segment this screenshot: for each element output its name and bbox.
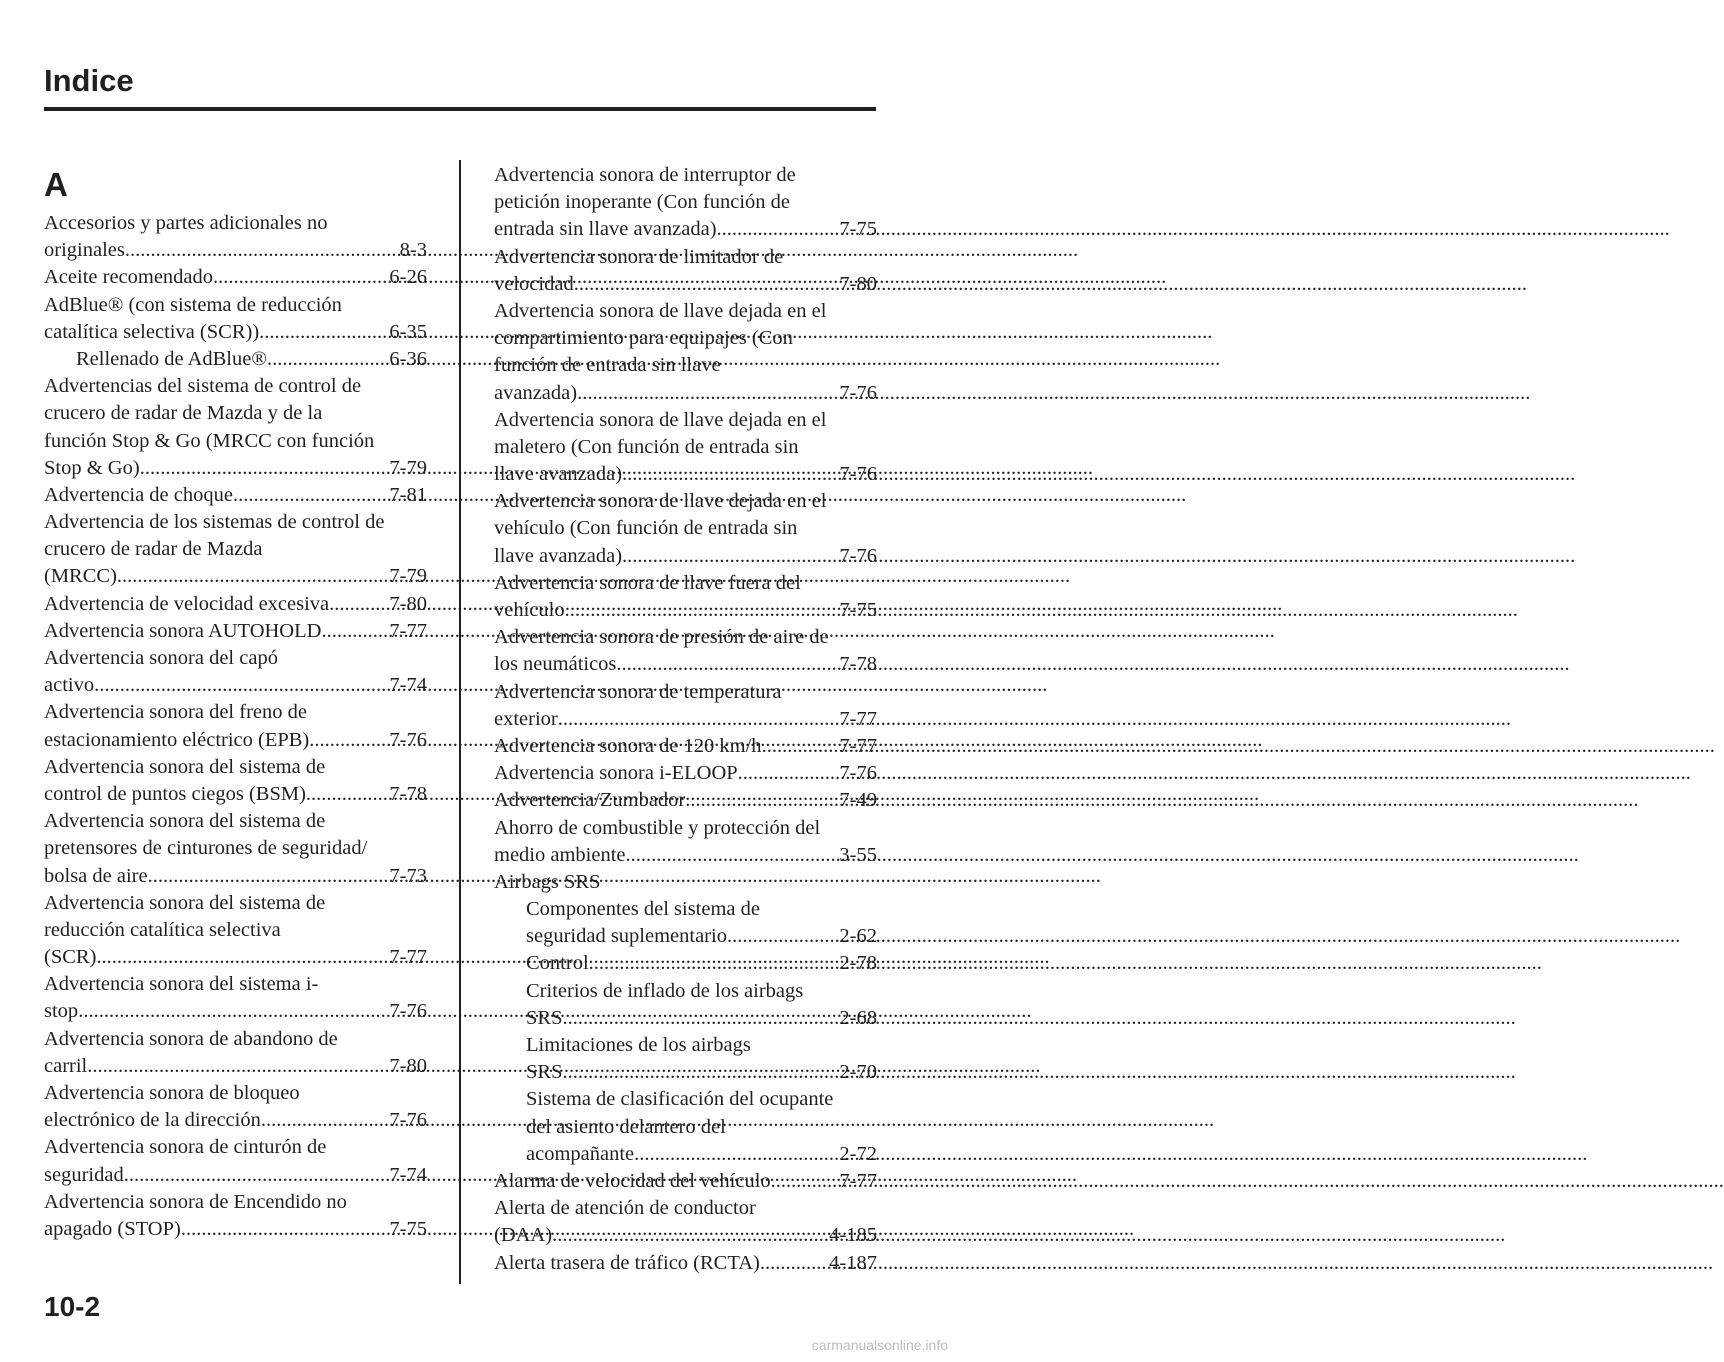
page-reference: 2-62 [839,925,877,948]
entry-label: Alarma de velocidad del vehículo [494,1169,771,1192]
page-reference: 7-79 [389,456,427,479]
page-reference: 3-55 [839,843,877,866]
index-entry-text: Advertencia sonora de limitador de [494,245,784,268]
index-entry [44,319,427,346]
index-entry [494,1250,877,1277]
index-entry-text: Advertencia sonora de abandono de [44,1027,338,1050]
index-entry-text: maletero (Con función de entrada sin [494,435,799,458]
index-entry-text: Airbags SRS [494,870,601,893]
dot-leader [181,1216,390,1243]
dot-leader [117,563,390,590]
index-entry [494,1168,877,1195]
entry-label: electrónico de la dirección [44,1109,261,1132]
index-entry-text: crucero de radar de Mazda y de la [44,402,323,425]
entry-label: (MRCC) [44,565,117,588]
entry-label: (DAA) [494,1224,553,1247]
entry-label: SRS [526,1061,563,1084]
index-entry-text: Advertencia sonora de interruptor de [494,164,796,186]
entry-label: seguridad [44,1163,124,1186]
entry-label: exterior [494,707,558,730]
index-entry-text: Advertencia sonora de cinturón de [44,1136,327,1159]
dot-leader [259,319,389,346]
index-entry-text: petición inoperante (Con función de [494,191,791,214]
index-entry-text: Advertencia sonora de llave dejada en el [494,408,827,431]
index-entry [494,461,877,488]
page-reference: 7-75 [389,1217,427,1240]
dot-leader [261,1107,390,1134]
page-reference: 2-68 [839,1006,877,1029]
dot-leader [213,264,389,291]
page-reference: 7-77 [389,619,427,642]
index-entry-text: AdBlue® (con sistema de reducción [44,293,342,316]
index-entry [44,618,427,645]
index-entry [494,543,877,570]
page-reference: 7-76 [839,762,877,785]
index-entry-text: vehículo (Con función de entrada sin [494,517,798,540]
page-reference: 7-76 [389,1109,427,1132]
index-entry-text: reducción catalítica selectiva [44,918,281,941]
dot-leader [552,1222,829,1249]
entry-label: control de puntos ciegos (BSM) [44,782,306,805]
page-reference: 7-76 [839,463,877,486]
dot-leader [622,543,839,570]
dot-leader [738,760,840,787]
page-reference: 7-81 [389,483,427,506]
index-entry [44,727,427,754]
dot-leader [562,1059,839,1086]
entry-label: vehículo [494,599,565,621]
dot-leader [717,216,840,243]
entry-label: Advertencia sonora i-ELOOP [494,762,738,785]
dot-leader [267,346,389,373]
entry-label: acompañante [526,1142,635,1165]
entry-label: Alerta trasera de tráfico (RCTA) [494,1251,760,1274]
index-entry [44,781,427,808]
index-entry [44,563,427,590]
page-reference: 7-74 [389,674,427,697]
page-reference: 7-49 [839,789,877,812]
index-entry [44,944,427,971]
index-entry-text: Advertencias del sistema de control de [44,375,362,398]
index-entry-text: Advertencia sonora del sistema de [44,755,326,778]
index-entry [494,950,877,977]
dot-leader [140,455,390,482]
index-entry-text: Limitaciones de los airbags [526,1034,751,1056]
index-entry-text: función de entrada sin llave [494,354,721,377]
dot-leader [306,781,390,808]
dot-leader [125,237,400,264]
dot-leader [626,842,840,869]
index-entry-text: Advertencia sonora del capó [44,647,278,669]
entry-label: llave avanzada) [494,544,623,567]
dot-leader [622,461,839,488]
index-entry [44,1053,427,1080]
page-reference: 7-78 [839,653,877,676]
dot-leader [96,944,389,971]
entry-label: SRS [526,1006,563,1029]
page-reference: 7-80 [839,272,877,295]
index-entry-text: Advertencia sonora de temperatura [494,680,782,703]
page-reference: 4-185 [829,1224,877,1247]
dot-leader [148,863,390,890]
page-reference: 7-74 [389,1163,427,1186]
index-entry [494,216,877,243]
dot-leader [562,1005,839,1032]
page-reference: 2-78 [839,952,877,975]
entry-label: (SCR) [44,946,97,969]
index-entry-text: compartimiento para equipajes (Con [494,327,793,350]
entry-label: stop [44,1000,79,1023]
index-entry-text: Ahorro de combustible y protección del [494,816,821,839]
index-entry-text: Advertencia sonora del sistema i- [44,973,319,996]
index-entry-text: función Stop & Go (MRCC con función [44,429,375,452]
dot-leader [727,923,839,950]
index-entry [44,998,427,1025]
dot-leader [309,727,389,754]
index-entry [44,237,427,264]
index-entry-text: del asiento delantero del [526,1115,726,1138]
entry-label: carril [44,1054,88,1077]
page-number: 10-2 [44,1291,101,1322]
index-entry-text: Alerta de atención de conductor [494,1197,756,1220]
watermark: carmanualsonline.info [811,1337,948,1353]
entry-label: activo [44,674,95,697]
index-entry-text: Advertencia sonora de llave fuera del [494,571,801,594]
index-entry [494,380,877,407]
page-reference: 7-77 [839,1169,877,1192]
index-entry [44,264,427,291]
page-reference: 7-77 [839,734,877,757]
index-entry-text: Advertencia sonora de presión de aire de [494,626,829,649]
index-entry [494,760,877,787]
entry-label: avanzada) [494,381,578,404]
index-entry-text: Criterios de inflado de los airbags [526,979,804,1002]
dot-leader [685,787,839,814]
index-entry-text: Advertencia de los sistemas de control de [44,511,385,534]
index-entry-text: crucero de radar de Mazda [44,538,263,561]
page-reference: 7-76 [839,381,877,404]
index-entry-text: Componentes del sistema de [526,898,760,921]
index-entry [494,787,877,814]
index-entry [494,651,877,678]
page-reference: 8-3 [399,239,427,262]
index-entry-text: Advertencia sonora del sistema de [44,810,326,833]
page-reference: 7-73 [389,864,427,887]
dot-leader [760,1250,829,1277]
dot-leader [329,591,389,618]
page-reference: 4-187 [829,1251,877,1274]
dot-leader [634,1141,839,1168]
page-reference: 7-80 [389,592,427,615]
dot-leader [565,597,840,624]
entry-label: velocidad [494,272,574,295]
entry-label: seguridad suplementario [526,925,727,948]
page-reference: 7-79 [389,565,427,588]
index-entry [44,672,427,699]
page-reference: 7-76 [839,544,877,567]
right-entry-list [494,162,877,1277]
index-entry-text: pretensores de cinturones de seguridad/ [44,837,368,860]
index-entry-text: Advertencia sonora del sistema de [44,891,326,914]
page-reference: 7-76 [389,728,427,751]
section-letter: A [44,166,68,203]
page-reference: 7-80 [389,1054,427,1077]
entry-label: Advertencia de choque [44,483,233,506]
index-entry-text: Advertencia sonora de llave dejada en el [494,490,827,513]
page-reference: 2-70 [839,1061,877,1084]
dot-leader [577,380,839,407]
index-entry [44,482,427,509]
entry-label: entrada sin llave avanzada) [494,218,717,241]
entry-label: catalítica selectiva (SCR)) [44,320,260,343]
index-entry [494,1059,877,1086]
entry-label: Rellenado de AdBlue® [76,347,267,370]
index-entry [494,1005,877,1032]
entry-label: estacionamiento eléctrico (EPB) [44,728,310,751]
index-entry [44,1216,427,1243]
index-entry [44,346,427,373]
index-entry-text: Accesorios y partes adicionales no [44,212,328,234]
entry-label: Advertencia sonora AUTOHOLD [44,619,322,642]
index-entry-text: Advertencia sonora de bloqueo [44,1082,300,1104]
dot-leader [233,482,389,509]
dot-leader [762,733,840,760]
page-reference: 7-78 [389,782,427,805]
index-entry [494,706,877,733]
page-reference: 7-77 [389,946,427,969]
entry-label: los neumáticos [494,653,617,676]
page-reference: 7-77 [839,707,877,730]
index-entry [494,271,877,298]
index-entry [44,1162,427,1189]
left-entry-list [44,210,427,1243]
page-reference: 2-72 [839,1142,877,1165]
index-entry [44,455,427,482]
entry-label: medio ambiente [494,843,626,866]
index-entry [494,842,877,869]
entry-label: llave avanzada) [494,463,623,486]
page-header-title: Indice [44,63,134,98]
dot-leader [78,998,389,1025]
index-entry-text: Advertencia sonora de Encendido no [44,1190,347,1213]
page-reference: 7-75 [839,218,877,241]
index-entry-text: Advertencia sonora de llave dejada en el [494,299,827,322]
dot-leader [87,1053,389,1080]
index-entry [44,1107,427,1134]
entry-label: apagado (STOP) [44,1217,181,1240]
index-entry [44,591,427,618]
index-entry-text: Advertencia sonora del freno de [44,701,307,724]
entry-label: Aceite recomendado [44,266,214,289]
entry-label: Advertencia de velocidad excesiva [44,592,330,615]
page-reference: 7-75 [839,599,877,621]
index-entry [494,1222,877,1249]
dot-leader [124,1162,390,1189]
entry-label: Advertencia sonora de 120 km/h [494,734,762,757]
index-entry [494,923,877,950]
dot-leader [771,1168,840,1195]
index-entry [44,863,427,890]
index-entry [494,733,877,760]
entry-label: bolsa de aire [44,864,148,887]
entry-label: Control [526,952,589,975]
entry-label: Stop & Go) [44,456,140,479]
page-reference: 6-35 [389,320,427,343]
page-reference: 6-26 [389,266,427,289]
entry-label: Advertencia/Zumbador [494,789,686,812]
dot-leader [321,618,389,645]
dot-leader [574,271,840,298]
index-entry-text: Sistema de clasificación del ocupante [526,1088,834,1111]
page-reference: 7-76 [389,1000,427,1023]
dot-leader [589,950,840,977]
index-entry [494,597,877,624]
dot-leader [616,651,839,678]
index-entry [494,1141,877,1168]
dot-leader [558,706,840,733]
dot-leader [94,672,389,699]
entry-label: originales [44,239,125,262]
header-rule [44,107,876,111]
page-reference: 6-36 [389,347,427,370]
